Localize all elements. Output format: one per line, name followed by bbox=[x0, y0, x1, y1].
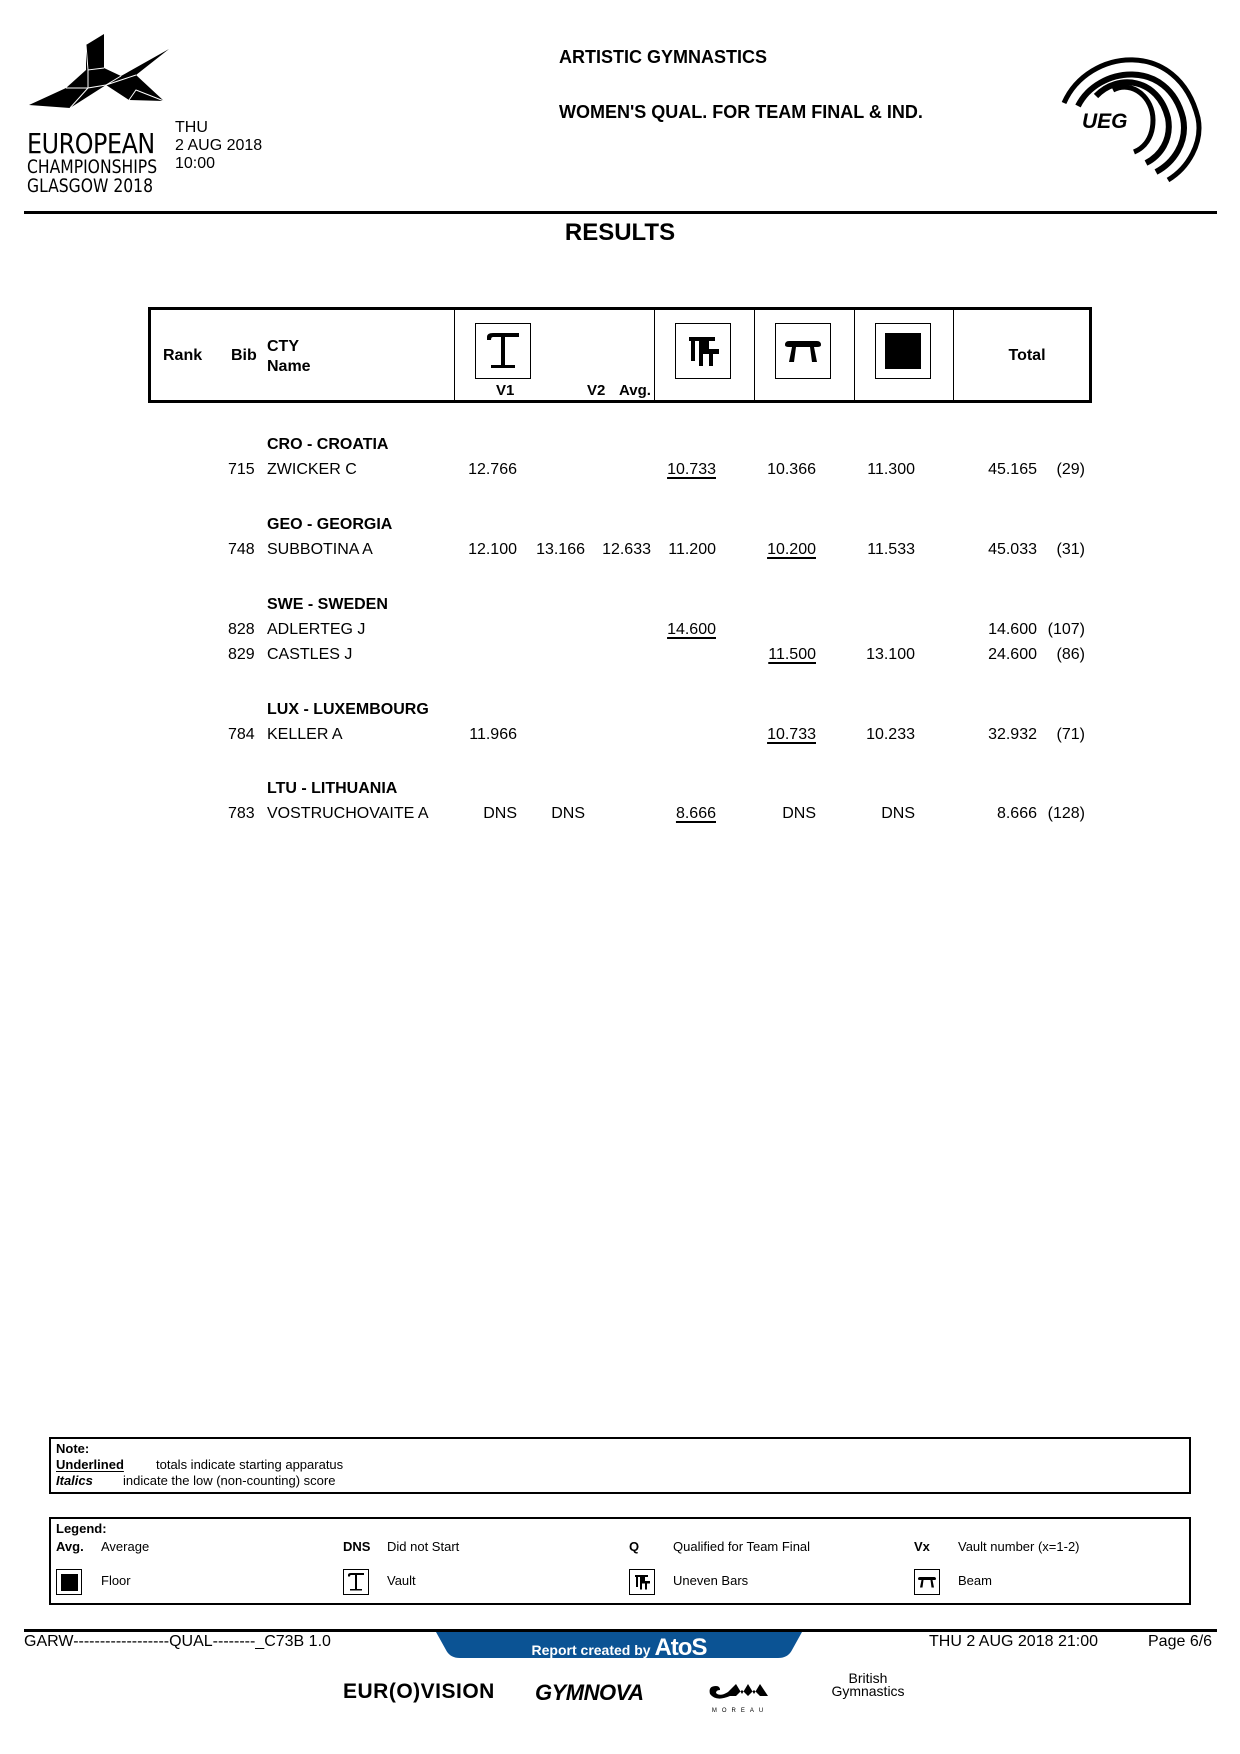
legend-beam-icon bbox=[914, 1569, 940, 1595]
athlete-row bbox=[0, 805, 1240, 825]
sponsor-moreau-logo bbox=[706, 1680, 774, 1714]
athlete-row bbox=[0, 646, 1240, 666]
atos-logo: AtoS bbox=[654, 1634, 707, 1661]
score-floor: 13.100 bbox=[866, 646, 915, 663]
star-emblem-icon bbox=[26, 30, 176, 130]
athlete-row bbox=[0, 621, 1240, 641]
score-floor: DNS bbox=[881, 805, 915, 822]
header-avg: Avg. bbox=[619, 382, 651, 399]
score-beam: 10.366 bbox=[767, 461, 816, 478]
legend-avg-key: Avg. bbox=[56, 1539, 84, 1554]
score-total: 45.033 bbox=[988, 541, 1037, 558]
score-rank: (29) bbox=[1056, 461, 1085, 478]
vault-icon bbox=[475, 323, 531, 379]
score-rank: (31) bbox=[1056, 541, 1085, 558]
note-underlined-label: Underlined bbox=[56, 1457, 124, 1472]
note-box bbox=[49, 1437, 1191, 1494]
column-divider bbox=[754, 310, 755, 400]
page-number: Page 6/6 bbox=[1148, 1633, 1213, 1650]
score-v2: DNS bbox=[551, 805, 585, 822]
ueg-arcs-icon bbox=[1058, 48, 1208, 188]
note-italics-label: Italics bbox=[56, 1473, 93, 1488]
event-time: 10:00 bbox=[175, 155, 216, 172]
athlete-name: VOSTRUCHOVAITE A bbox=[267, 805, 429, 822]
header-cty: CTY bbox=[267, 338, 299, 355]
athlete-name: ADLERTEG J bbox=[267, 621, 366, 638]
ueg-logo-text: UEG bbox=[1082, 110, 1128, 133]
results-table-header bbox=[148, 307, 1092, 403]
team-header: SWE - SWEDEN bbox=[267, 596, 388, 613]
note-underlined-text: totals indicate starting apparatus bbox=[156, 1457, 344, 1472]
moreau-text: MOREAU bbox=[711, 1708, 769, 1714]
team-header: LUX - LUXEMBOURG bbox=[267, 701, 429, 718]
note-italics-text: indicate the low (non-counting) score bbox=[123, 1473, 336, 1488]
moreau-emblem-icon bbox=[706, 1680, 774, 1702]
header-rank: Rank bbox=[163, 347, 203, 364]
legend-title: Legend: bbox=[56, 1521, 107, 1536]
sponsor-eurovision-logo: EUR(O)VISION bbox=[343, 1680, 495, 1703]
column-divider bbox=[654, 310, 655, 400]
report-code: GARW------------------QUAL--------_C73B 1.0 bbox=[24, 1633, 331, 1650]
header-v2: V2 bbox=[587, 382, 606, 399]
athlete-name: ZWICKER C bbox=[267, 461, 357, 478]
header-total: Total bbox=[1008, 347, 1046, 364]
score-v1: DNS bbox=[483, 805, 517, 822]
score-total: 8.666 bbox=[996, 805, 1037, 822]
legend-vx-key: Vx bbox=[914, 1539, 930, 1554]
score-total: 14.600 bbox=[988, 621, 1037, 638]
score-ub: 8.666 bbox=[675, 805, 716, 822]
score-beam: 11.500 bbox=[768, 646, 816, 663]
ueg-logo bbox=[1058, 48, 1208, 188]
score-rank: (128) bbox=[1047, 805, 1085, 822]
athlete-bib: 829 bbox=[228, 646, 255, 663]
event-day: THU bbox=[175, 119, 208, 136]
column-divider bbox=[953, 310, 954, 400]
legend-uneven-bars-icon bbox=[629, 1569, 655, 1595]
column-divider bbox=[854, 310, 855, 400]
sponsor-british-gymnastics-logo: British Gymnastics bbox=[831, 1670, 905, 1699]
legend-vx-text: Vault number (x=1-2) bbox=[958, 1539, 1080, 1554]
score-v1: 11.966 bbox=[469, 726, 517, 743]
sport-title: ARTISTIC GYMNASTICS bbox=[559, 47, 768, 67]
athlete-bib: 784 bbox=[228, 726, 255, 743]
score-beam: 10.733 bbox=[767, 726, 816, 743]
athlete-bib: 828 bbox=[228, 621, 255, 638]
score-rank: (86) bbox=[1056, 646, 1085, 663]
floor-icon bbox=[875, 323, 931, 379]
legend-floor-text: Floor bbox=[101, 1573, 131, 1588]
score-floor: 11.533 bbox=[867, 541, 915, 558]
event-title: WOMEN'S QUAL. FOR TEAM FINAL & IND. bbox=[559, 102, 923, 122]
logo-line-1: EUROPEAN bbox=[27, 127, 155, 160]
logo-line-2: CHAMPIONSHIPS bbox=[27, 156, 158, 178]
legend-floor-icon bbox=[56, 1569, 82, 1595]
sponsor-gymnova-logo: GYMNOVA bbox=[535, 1680, 644, 1705]
athlete-bib: 783 bbox=[228, 805, 255, 822]
legend-vault-icon bbox=[343, 1569, 369, 1595]
score-rank: (107) bbox=[1047, 621, 1085, 638]
score-floor: 11.300 bbox=[867, 461, 915, 478]
event-datetime bbox=[175, 119, 262, 173]
athlete-bib: 748 bbox=[228, 541, 255, 558]
team-header: GEO - GEORGIA bbox=[267, 516, 393, 533]
athlete-name: SUBBOTINA A bbox=[267, 541, 373, 558]
header-name: Name bbox=[267, 358, 311, 375]
score-total: 32.932 bbox=[988, 726, 1037, 743]
score-ub: 10.733 bbox=[667, 461, 716, 478]
header-v1: V1 bbox=[496, 382, 515, 399]
logo-wordmark bbox=[27, 127, 186, 197]
legend-q-key: Q bbox=[629, 1539, 640, 1554]
logo-line-3: GLASGOW 2018 bbox=[27, 175, 154, 197]
score-rank: (71) bbox=[1056, 726, 1085, 743]
legend-uneven-bars-text: Uneven Bars bbox=[673, 1573, 749, 1588]
beam-icon bbox=[775, 323, 831, 379]
athlete-bib: 715 bbox=[228, 461, 255, 478]
score-beam: 10.200 bbox=[767, 541, 816, 558]
score-floor: 10.233 bbox=[866, 726, 915, 743]
note-title: Note: bbox=[56, 1441, 90, 1456]
column-divider bbox=[454, 310, 455, 400]
page-title: RESULTS bbox=[564, 219, 676, 246]
legend-box bbox=[49, 1517, 1191, 1605]
team-header: LTU - LITHUANIA bbox=[267, 780, 398, 797]
report-timestamp: THU 2 AUG 2018 21:00 bbox=[929, 1633, 1098, 1650]
score-v1: 12.766 bbox=[468, 461, 517, 478]
athlete-row bbox=[0, 726, 1240, 746]
athlete-name: KELLER A bbox=[267, 726, 343, 743]
score-avg: 12.633 bbox=[602, 541, 651, 558]
score-total: 45.165 bbox=[988, 461, 1037, 478]
score-v1: 12.100 bbox=[468, 541, 517, 558]
legend-vault-text: Vault bbox=[387, 1573, 416, 1588]
header-divider bbox=[24, 211, 1217, 214]
report-credit-text: Report created by bbox=[531, 1642, 651, 1658]
athlete-row bbox=[0, 461, 1240, 481]
event-date: 2 AUG 2018 bbox=[175, 137, 263, 154]
uneven-bars-icon bbox=[675, 323, 731, 379]
legend-q-text: Qualified for Team Final bbox=[673, 1539, 811, 1554]
header-bib: Bib bbox=[231, 347, 257, 364]
legend-dns-text: Did not Start bbox=[387, 1539, 460, 1554]
team-header: CRO - CROATIA bbox=[267, 436, 389, 453]
legend-avg-text: Average bbox=[101, 1539, 150, 1554]
score-ub: 11.200 bbox=[668, 541, 716, 558]
score-v2: 13.166 bbox=[536, 541, 585, 558]
report-credit bbox=[436, 1634, 802, 1662]
score-total: 24.600 bbox=[988, 646, 1037, 663]
legend-dns-key: DNS bbox=[343, 1539, 371, 1554]
score-beam: DNS bbox=[782, 805, 816, 822]
athlete-row bbox=[0, 541, 1240, 561]
score-ub: 14.600 bbox=[667, 621, 716, 638]
athlete-name: CASTLES J bbox=[267, 646, 353, 663]
legend-beam-text: Beam bbox=[958, 1573, 992, 1588]
